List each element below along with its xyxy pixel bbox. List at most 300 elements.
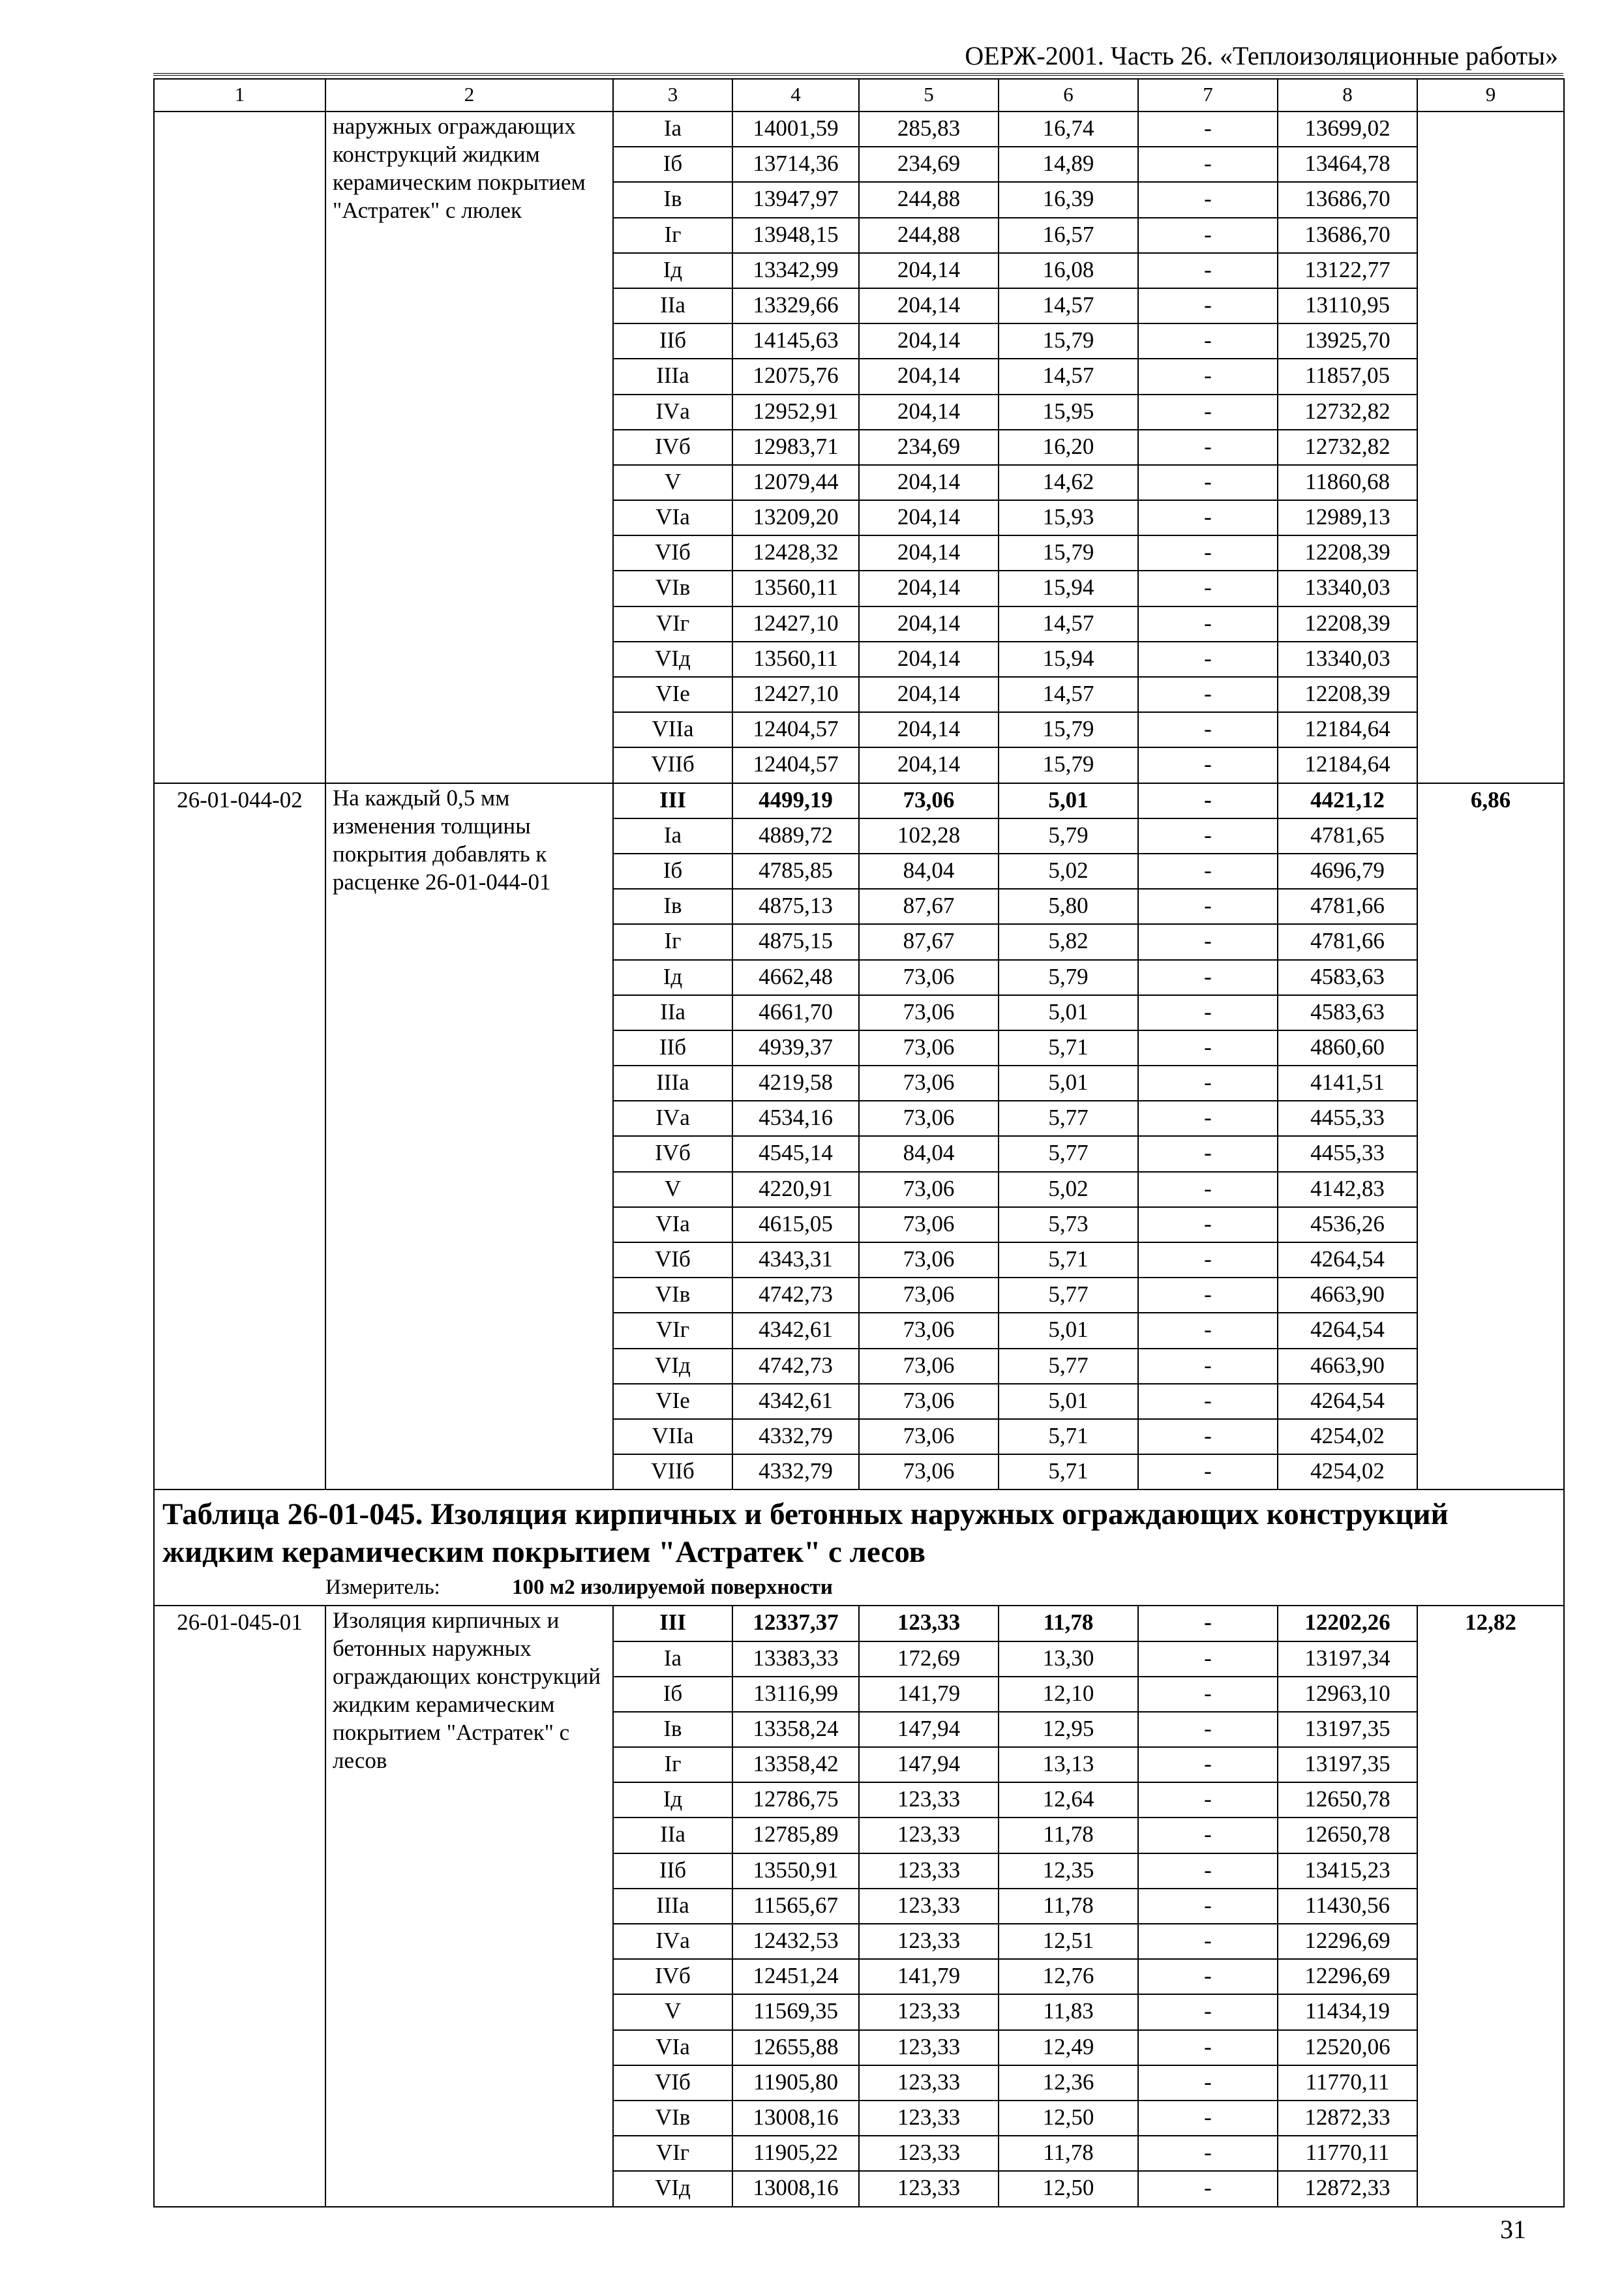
value-cell: 13383,33: [732, 1641, 859, 1677]
value-cell: 4219,58: [732, 1066, 859, 1101]
value-cell: 87,67: [859, 889, 999, 924]
rate-code: 26-01-044-02: [154, 783, 325, 1490]
zone-cell: VIб: [613, 1242, 732, 1278]
zone-cell: IIIа: [613, 1889, 732, 1924]
zone-cell: IIIа: [613, 359, 732, 394]
value-cell: 15,79: [999, 323, 1138, 359]
value-cell: 13550,91: [732, 1853, 859, 1889]
rates-table-body: [154, 79, 1564, 2207]
value-cell: 4332,79: [732, 1419, 859, 1454]
value-cell: 123,33: [859, 2136, 999, 2171]
page-header-title: ОЕРЖ-2001. Часть 26. «Теплоизоляционные работы»: [965, 41, 1558, 70]
zone-cell: VIг: [613, 1313, 732, 1348]
rate-code: [154, 112, 325, 783]
zone-cell: Iа: [613, 818, 732, 854]
value-cell: -: [1138, 1172, 1278, 1207]
value-cell: -: [1138, 147, 1278, 182]
value-cell: 4742,73: [732, 1278, 859, 1313]
value-cell: -: [1138, 1101, 1278, 1136]
measure-line: [162, 1574, 1557, 1601]
value-cell: 14,62: [999, 465, 1138, 500]
value-cell: 11,83: [999, 1994, 1138, 2029]
value-cell: 15,93: [999, 500, 1138, 535]
value-cell: 15,95: [999, 395, 1138, 430]
zone-cell: VIб: [613, 535, 732, 571]
value-cell: 5,79: [999, 818, 1138, 854]
value-cell: -: [1138, 606, 1278, 642]
value-cell: -: [1138, 960, 1278, 995]
value-cell: 73,06: [859, 1419, 999, 1454]
column-number-row: [154, 79, 1564, 112]
value-cell: 14,57: [999, 359, 1138, 394]
value-cell: 123,33: [859, 1924, 999, 1959]
value-cell: 4254,02: [1278, 1419, 1417, 1454]
value-cell: -: [1138, 2171, 1278, 2206]
value-cell: 4455,33: [1278, 1136, 1417, 1171]
value-cell: 123,33: [859, 2065, 999, 2101]
zone-cell: VIIб: [613, 747, 732, 783]
value-cell: 4615,05: [732, 1207, 859, 1242]
value-cell: 11,78: [999, 1889, 1138, 1924]
value-cell: -: [1138, 571, 1278, 606]
value-cell: -: [1138, 359, 1278, 394]
value-cell: 13197,35: [1278, 1712, 1417, 1747]
value-cell: 5,71: [999, 1030, 1138, 1066]
value-cell: 5,01: [999, 1384, 1138, 1419]
value-cell: -: [1138, 1747, 1278, 1782]
value-cell: 4455,33: [1278, 1101, 1417, 1136]
value-cell: -: [1138, 112, 1278, 147]
value-cell: -: [1138, 1853, 1278, 1889]
labor-cost-cell: 12,82: [1417, 1606, 1564, 2206]
value-cell: -: [1138, 1313, 1278, 1348]
value-cell: 12963,10: [1278, 1677, 1417, 1712]
value-cell: 13,13: [999, 1747, 1138, 1782]
zone-cell: Iг: [613, 924, 732, 959]
value-cell: 4343,31: [732, 1242, 859, 1278]
zone-cell: V: [613, 1172, 732, 1207]
value-cell: 204,14: [859, 395, 999, 430]
value-cell: 13464,78: [1278, 147, 1417, 182]
rates-table: [153, 78, 1565, 2207]
value-cell: 11770,11: [1278, 2065, 1417, 2101]
value-cell: 13008,16: [732, 2101, 859, 2136]
zone-cell: VIе: [613, 677, 732, 712]
value-cell: 5,01: [999, 995, 1138, 1030]
value-cell: 204,14: [859, 642, 999, 677]
zone-cell: IVа: [613, 395, 732, 430]
value-cell: 123,33: [859, 2171, 999, 2206]
value-cell: 11860,68: [1278, 465, 1417, 500]
value-cell: 73,06: [859, 1242, 999, 1278]
value-cell: 13925,70: [1278, 323, 1417, 359]
zone-cell: VIд: [613, 642, 732, 677]
zone-cell: VIа: [613, 2030, 732, 2065]
value-cell: -: [1138, 1712, 1278, 1747]
value-cell: 4663,90: [1278, 1278, 1417, 1313]
value-cell: 5,71: [999, 1242, 1138, 1278]
value-cell: 15,79: [999, 712, 1138, 747]
value-cell: 12,35: [999, 1853, 1138, 1889]
value-cell: 73,06: [859, 960, 999, 995]
value-cell: 4421,12: [1278, 783, 1417, 818]
value-cell: 13714,36: [732, 147, 859, 182]
value-cell: 73,06: [859, 995, 999, 1030]
value-cell: 12,10: [999, 1677, 1138, 1712]
value-cell: 12732,82: [1278, 430, 1417, 465]
value-cell: 73,06: [859, 1207, 999, 1242]
value-cell: -: [1138, 1349, 1278, 1384]
value-cell: 11,78: [999, 1818, 1138, 1853]
value-cell: 73,06: [859, 1384, 999, 1419]
zone-cell: VIIб: [613, 1454, 732, 1489]
value-cell: 4254,02: [1278, 1454, 1417, 1489]
labor-cost-cell: 6,86: [1417, 783, 1564, 1490]
value-cell: 204,14: [859, 571, 999, 606]
value-cell: 14,57: [999, 677, 1138, 712]
value-cell: 13110,95: [1278, 288, 1417, 323]
labor-cost-cell: [1417, 112, 1564, 783]
value-cell: -: [1138, 854, 1278, 889]
table-title-row: [154, 1489, 1564, 1606]
value-cell: 4264,54: [1278, 1384, 1417, 1419]
value-cell: 5,01: [999, 1066, 1138, 1101]
value-cell: 84,04: [859, 1136, 999, 1171]
value-cell: 5,82: [999, 924, 1138, 959]
value-cell: -: [1138, 1207, 1278, 1242]
value-cell: 5,71: [999, 1454, 1138, 1489]
value-cell: 4141,51: [1278, 1066, 1417, 1101]
value-cell: 204,14: [859, 535, 999, 571]
column-number: 8: [1278, 79, 1417, 112]
zone-cell: Iг: [613, 218, 732, 253]
value-cell: 14001,59: [732, 112, 859, 147]
value-cell: 12989,13: [1278, 500, 1417, 535]
value-cell: 11,78: [999, 2136, 1138, 2171]
value-cell: 4220,91: [732, 1172, 859, 1207]
value-cell: 4583,63: [1278, 995, 1417, 1030]
value-cell: 5,79: [999, 960, 1138, 995]
table-title: Таблица 26-01-045. Изоляция кирпичных и бетонных наружных ограждающих конструкций жидким керамическим покрытием "Астратек" с лесов: [162, 1497, 1449, 1570]
value-cell: 285,83: [859, 112, 999, 147]
value-cell: 16,57: [999, 218, 1138, 253]
zone-cell: VIв: [613, 1278, 732, 1313]
value-cell: 13358,24: [732, 1712, 859, 1747]
value-cell: 12337,37: [732, 1606, 859, 1641]
value-cell: 12079,44: [732, 465, 859, 500]
value-cell: 12404,57: [732, 712, 859, 747]
value-cell: -: [1138, 2065, 1278, 2101]
zone-cell: Iа: [613, 1641, 732, 1677]
value-cell: 204,14: [859, 747, 999, 783]
value-cell: -: [1138, 889, 1278, 924]
value-cell: 204,14: [859, 500, 999, 535]
page-header: [153, 39, 1563, 76]
zone-cell: Iв: [613, 889, 732, 924]
value-cell: 4264,54: [1278, 1242, 1417, 1278]
value-cell: 4264,54: [1278, 1313, 1417, 1348]
value-cell: 12,36: [999, 2065, 1138, 2101]
zone-cell: Iа: [613, 112, 732, 147]
value-cell: 123,33: [859, 1818, 999, 1853]
value-cell: 5,77: [999, 1349, 1138, 1384]
value-cell: 12427,10: [732, 606, 859, 642]
value-cell: 4662,48: [732, 960, 859, 995]
measure-value: 100 м2 изолируемой поверхности: [512, 1576, 833, 1600]
value-cell: 5,73: [999, 1207, 1138, 1242]
value-cell: 5,02: [999, 1172, 1138, 1207]
value-cell: 5,77: [999, 1278, 1138, 1313]
zone-cell: VIа: [613, 1207, 732, 1242]
value-cell: 73,06: [859, 1172, 999, 1207]
value-cell: 13686,70: [1278, 182, 1417, 217]
value-cell: 12,51: [999, 1924, 1138, 1959]
value-cell: 13948,15: [732, 218, 859, 253]
zone-cell: VIд: [613, 2171, 732, 2206]
value-cell: 13008,16: [732, 2171, 859, 2206]
column-number: 1: [154, 79, 325, 112]
value-cell: -: [1138, 395, 1278, 430]
value-cell: 4534,16: [732, 1101, 859, 1136]
value-cell: -: [1138, 1889, 1278, 1924]
column-number: 9: [1417, 79, 1564, 112]
value-cell: 11434,19: [1278, 1994, 1417, 2029]
value-cell: 5,01: [999, 1313, 1138, 1348]
zone-cell: IIа: [613, 288, 732, 323]
value-cell: 11565,67: [732, 1889, 859, 1924]
value-cell: 73,06: [859, 1030, 999, 1066]
value-cell: -: [1138, 1818, 1278, 1853]
value-cell: 12451,24: [732, 1959, 859, 1994]
zone-cell: IIб: [613, 1853, 732, 1889]
value-cell: 15,94: [999, 571, 1138, 606]
value-cell: 12655,88: [732, 2030, 859, 2065]
zone-cell: Iв: [613, 182, 732, 217]
value-cell: 12432,53: [732, 1924, 859, 1959]
value-cell: 204,14: [859, 606, 999, 642]
zone-cell: Iг: [613, 1747, 732, 1782]
value-cell: 4342,61: [732, 1313, 859, 1348]
value-cell: 13686,70: [1278, 218, 1417, 253]
column-number: 2: [325, 79, 613, 112]
column-number: 7: [1138, 79, 1278, 112]
value-cell: -: [1138, 1384, 1278, 1419]
value-cell: 123,33: [859, 2030, 999, 2065]
value-cell: 12,50: [999, 2171, 1138, 2206]
value-cell: 13947,97: [732, 182, 859, 217]
value-cell: 204,14: [859, 253, 999, 288]
value-cell: 4742,73: [732, 1349, 859, 1384]
zone-cell: IVа: [613, 1101, 732, 1136]
value-cell: 73,06: [859, 1066, 999, 1101]
value-cell: 4781,65: [1278, 818, 1417, 854]
value-cell: 204,14: [859, 359, 999, 394]
value-cell: -: [1138, 2136, 1278, 2171]
value-cell: -: [1138, 2030, 1278, 2065]
value-cell: 4939,37: [732, 1030, 859, 1066]
value-cell: 87,67: [859, 924, 999, 959]
value-cell: -: [1138, 465, 1278, 500]
value-cell: 4696,79: [1278, 854, 1417, 889]
value-cell: 16,20: [999, 430, 1138, 465]
zone-cell: V: [613, 465, 732, 500]
value-cell: 172,69: [859, 1641, 999, 1677]
zone-cell: IVб: [613, 1136, 732, 1171]
value-cell: -: [1138, 253, 1278, 288]
value-cell: -: [1138, 783, 1278, 818]
value-cell: -: [1138, 323, 1278, 359]
zone-cell: Iв: [613, 1712, 732, 1747]
value-cell: 204,14: [859, 712, 999, 747]
value-cell: -: [1138, 995, 1278, 1030]
value-cell: 12952,91: [732, 395, 859, 430]
value-cell: 73,06: [859, 1101, 999, 1136]
value-cell: 123,33: [859, 1606, 999, 1641]
value-cell: -: [1138, 1419, 1278, 1454]
value-cell: 102,28: [859, 818, 999, 854]
zone-cell: IVб: [613, 430, 732, 465]
page-number: 31: [1500, 2215, 1526, 2244]
value-cell: 73,06: [859, 1454, 999, 1489]
zone-cell: Iд: [613, 1782, 732, 1818]
value-cell: 141,79: [859, 1677, 999, 1712]
column-number: 6: [999, 79, 1138, 112]
zone-cell: VIб: [613, 2065, 732, 2101]
value-cell: 13699,02: [1278, 112, 1417, 147]
measure-label: Измеритель:: [325, 1576, 440, 1600]
value-cell: 13122,77: [1278, 253, 1417, 288]
value-cell: 5,77: [999, 1101, 1138, 1136]
value-cell: 12,49: [999, 2030, 1138, 2065]
value-cell: 12428,32: [732, 535, 859, 571]
value-cell: 5,80: [999, 889, 1138, 924]
value-cell: 84,04: [859, 854, 999, 889]
value-cell: -: [1138, 747, 1278, 783]
value-cell: -: [1138, 1641, 1278, 1677]
value-cell: 13209,20: [732, 500, 859, 535]
value-cell: -: [1138, 1278, 1278, 1313]
value-cell: 204,14: [859, 677, 999, 712]
value-cell: 12732,82: [1278, 395, 1417, 430]
value-cell: -: [1138, 1030, 1278, 1066]
value-cell: 13358,42: [732, 1747, 859, 1782]
value-cell: 234,69: [859, 147, 999, 182]
table-row: [154, 1606, 1564, 1641]
value-cell: 4583,63: [1278, 960, 1417, 995]
value-cell: -: [1138, 712, 1278, 747]
value-cell: 4781,66: [1278, 924, 1417, 959]
value-cell: 13342,99: [732, 253, 859, 288]
zone-cell: IIб: [613, 323, 732, 359]
value-cell: 14,89: [999, 147, 1138, 182]
value-cell: -: [1138, 1994, 1278, 2029]
value-cell: -: [1138, 535, 1278, 571]
zone-cell: VIв: [613, 571, 732, 606]
zone-cell: VIг: [613, 2136, 732, 2171]
value-cell: 14,57: [999, 606, 1138, 642]
zone-cell: IVа: [613, 1924, 732, 1959]
value-cell: 12650,78: [1278, 1818, 1417, 1853]
value-cell: 12520,06: [1278, 2030, 1417, 2065]
zone-cell: III: [613, 1606, 732, 1641]
value-cell: -: [1138, 642, 1278, 677]
value-cell: -: [1138, 1924, 1278, 1959]
zone-cell: VIIа: [613, 712, 732, 747]
value-cell: 123,33: [859, 2101, 999, 2136]
value-cell: 123,33: [859, 1853, 999, 1889]
value-cell: 73,06: [859, 783, 999, 818]
rate-code: 26-01-045-01: [154, 1606, 325, 2206]
value-cell: 123,33: [859, 1994, 999, 2029]
value-cell: 4499,19: [732, 783, 859, 818]
value-cell: 4860,60: [1278, 1030, 1417, 1066]
value-cell: 4785,85: [732, 854, 859, 889]
value-cell: 4663,90: [1278, 1349, 1417, 1384]
value-cell: 4661,70: [732, 995, 859, 1030]
value-cell: 12872,33: [1278, 2101, 1417, 2136]
value-cell: 4142,83: [1278, 1172, 1417, 1207]
zone-cell: IVб: [613, 1959, 732, 1994]
value-cell: -: [1138, 1959, 1278, 1994]
value-cell: 12786,75: [732, 1782, 859, 1818]
value-cell: -: [1138, 1242, 1278, 1278]
value-cell: -: [1138, 500, 1278, 535]
value-cell: 12404,57: [732, 747, 859, 783]
value-cell: 12983,71: [732, 430, 859, 465]
value-cell: 12296,69: [1278, 1959, 1417, 1994]
value-cell: 123,33: [859, 1782, 999, 1818]
value-cell: 12872,33: [1278, 2171, 1417, 2206]
zone-cell: Iб: [613, 1677, 732, 1712]
column-number: 5: [859, 79, 999, 112]
value-cell: 12184,64: [1278, 747, 1417, 783]
table-row: [154, 112, 1564, 147]
value-cell: 13560,11: [732, 642, 859, 677]
zone-cell: VIг: [613, 606, 732, 642]
value-cell: 4781,66: [1278, 889, 1417, 924]
value-cell: -: [1138, 1782, 1278, 1818]
value-cell: 14145,63: [732, 323, 859, 359]
value-cell: 11430,56: [1278, 1889, 1417, 1924]
zone-cell: Iб: [613, 147, 732, 182]
value-cell: 13340,03: [1278, 642, 1417, 677]
zone-cell: IIа: [613, 1818, 732, 1853]
zone-cell: VIIа: [613, 1419, 732, 1454]
zone-cell: VIд: [613, 1349, 732, 1384]
value-cell: 12427,10: [732, 677, 859, 712]
rate-description: На каждый 0,5 мм изменения толщины покрытия добавлять к расценке 26-01-044-01: [325, 783, 613, 1490]
table-row: [154, 783, 1564, 818]
value-cell: 244,88: [859, 182, 999, 217]
value-cell: -: [1138, 1136, 1278, 1171]
value-cell: 11770,11: [1278, 2136, 1417, 2171]
value-cell: 4342,61: [732, 1384, 859, 1419]
value-cell: 15,94: [999, 642, 1138, 677]
value-cell: 204,14: [859, 288, 999, 323]
value-cell: 4875,13: [732, 889, 859, 924]
value-cell: 12785,89: [732, 1818, 859, 1853]
value-cell: 11905,22: [732, 2136, 859, 2171]
value-cell: 244,88: [859, 218, 999, 253]
value-cell: 15,79: [999, 747, 1138, 783]
zone-cell: VIа: [613, 500, 732, 535]
value-cell: -: [1138, 1606, 1278, 1641]
value-cell: 73,06: [859, 1313, 999, 1348]
rate-description: Изоляция кирпичных и бетонных наружных ограждающих конструкций жидким керамическим покрытием "Астратек" с лесов: [325, 1606, 613, 2206]
value-cell: 12202,26: [1278, 1606, 1417, 1641]
value-cell: 12,64: [999, 1782, 1138, 1818]
zone-cell: Iд: [613, 960, 732, 995]
